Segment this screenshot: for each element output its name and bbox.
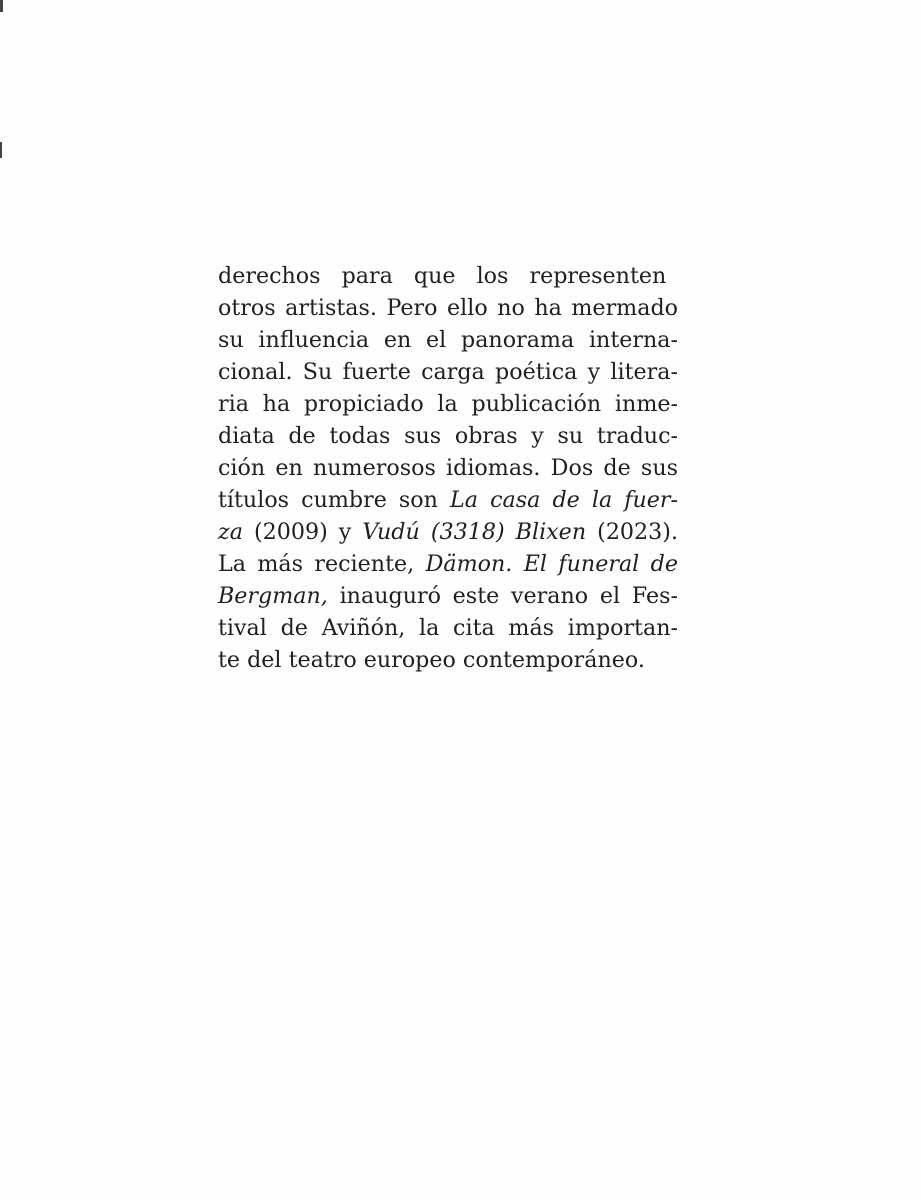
text-line: [218, 292, 678, 324]
text-line: [218, 516, 678, 548]
italic-title-text: Bergman,: [218, 583, 328, 609]
body-paragraph: [218, 260, 678, 676]
text-line: [218, 356, 678, 388]
text-line: [218, 324, 678, 356]
text-segment: cional. Su fuerte carga poética y litera-: [218, 359, 678, 385]
text-line: [218, 612, 678, 644]
text-segment: te del teatro europeo contemporáneo.: [218, 647, 645, 673]
text-segment: ción en numerosos idiomas. Dos de sus: [218, 455, 678, 481]
text-segment: ria ha propiciado la publicación inme-: [218, 391, 678, 417]
scan-mark-top-left: [0, 0, 3, 12]
text-segment: diata de todas sus obras y su traduc-: [218, 423, 678, 449]
italic-title-text: Vudú (3318) Blixen: [362, 519, 587, 545]
text-line: [218, 260, 678, 292]
text-line: [218, 420, 678, 452]
text-line: [218, 644, 678, 676]
text-line: [218, 452, 678, 484]
text-segment: títulos cumbre son: [218, 487, 451, 513]
text-segment: derechos para que los representen: [218, 263, 667, 289]
text-segment: su influencia en el panorama interna-: [218, 327, 678, 353]
text-segment: inauguró este verano el Fes-: [327, 583, 678, 609]
text-line: [218, 484, 678, 516]
scan-mark-left: [0, 142, 2, 158]
text-segment: (2009) y: [242, 519, 363, 545]
text-segment: La más reciente,: [218, 551, 426, 577]
text-line: [218, 548, 678, 580]
italic-title-text: La casa de la fuer-: [450, 487, 678, 513]
text-line: [218, 388, 678, 420]
italic-title-text: Dämon. El funeral de: [425, 551, 678, 577]
text-segment: tival de Aviñón, la cita más importan-: [218, 615, 678, 641]
italic-title-text: za: [218, 519, 243, 545]
text-line: [218, 580, 678, 612]
text-segment: (2023).: [586, 519, 678, 545]
text-segment: otros artistas. Pero ello no ha mermado: [218, 295, 678, 321]
